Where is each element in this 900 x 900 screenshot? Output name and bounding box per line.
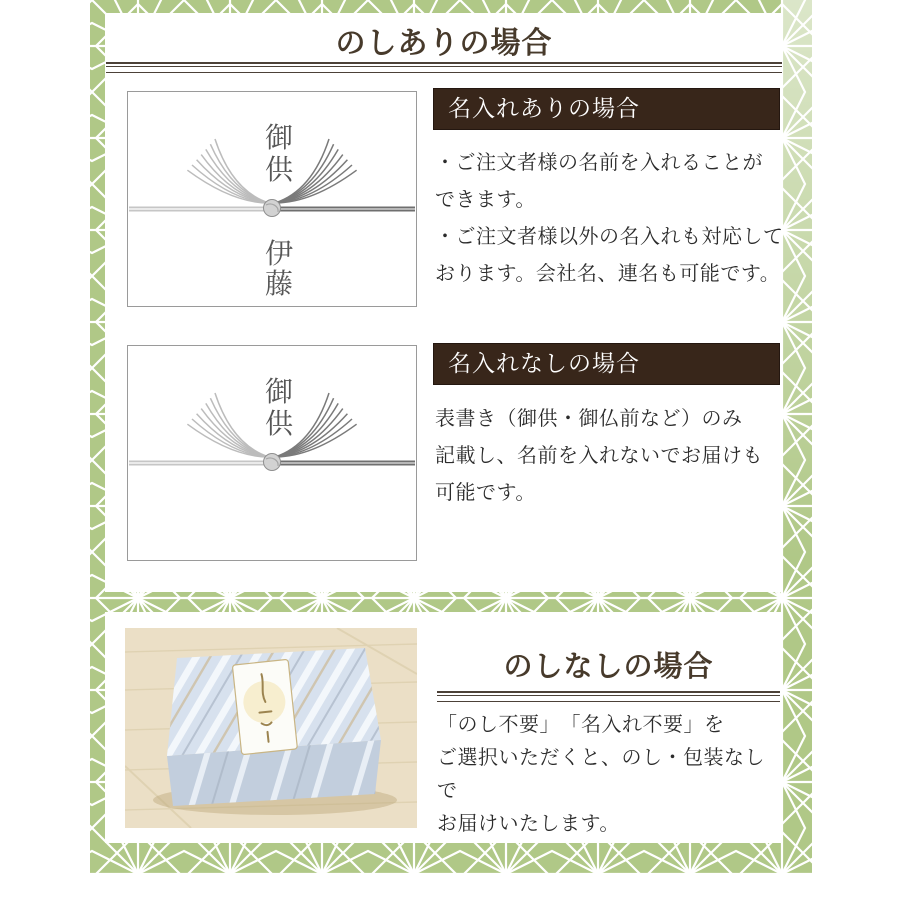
noshi-omotegaki-char: 供 <box>264 407 294 440</box>
noshi-omotegaki-char: 供 <box>264 153 294 186</box>
section-body-no-name <box>435 400 785 511</box>
body-text-line: おります。会社名、連名も可能です。 <box>435 261 781 285</box>
page-title: のしありの場合 <box>335 26 553 61</box>
section-heading-no-name: 名入れなしの場合 <box>433 343 780 385</box>
body-text-line: ・ご注文者様の名前を入れることが <box>435 150 763 174</box>
body-text-line: 可能です。 <box>435 480 536 504</box>
body-text-line: 記載し、名前を入れないでお届けも <box>435 443 763 467</box>
section-body-name-included <box>435 144 785 292</box>
no-noshi-title: のしなしの場合 <box>503 649 714 683</box>
body-text-line: 「のし不要」 「名入れ不要」を <box>437 712 725 736</box>
wrapped-package-photo <box>125 628 417 828</box>
body-text-line: ・ご注文者様以外の名入れも対応して <box>435 224 784 248</box>
body-text-line: ご選択いただくと、のし・包装なしで <box>437 745 765 802</box>
section-heading-name-included: 名入れありの場合 <box>433 88 780 130</box>
noshi-omotegaki-char: 御 <box>264 121 294 154</box>
body-text-line: 表書き（御供・御仏前など）のみ <box>435 406 743 430</box>
noshi-name-char: 伊 <box>264 237 294 270</box>
body-text-line: できます。 <box>435 187 536 211</box>
title-divider-rule <box>106 62 782 73</box>
noshi-sample-with-name-image <box>127 91 417 307</box>
no-noshi-divider-rule <box>437 691 780 702</box>
body-text-line: お届けいたします。 <box>437 811 620 835</box>
no-noshi-body <box>437 708 785 840</box>
noshi-omotegaki-char: 御 <box>264 375 294 408</box>
package-label <box>232 659 297 754</box>
noshi-name-char: 藤 <box>264 267 294 300</box>
noshi-sample-no-name-image <box>127 345 417 561</box>
